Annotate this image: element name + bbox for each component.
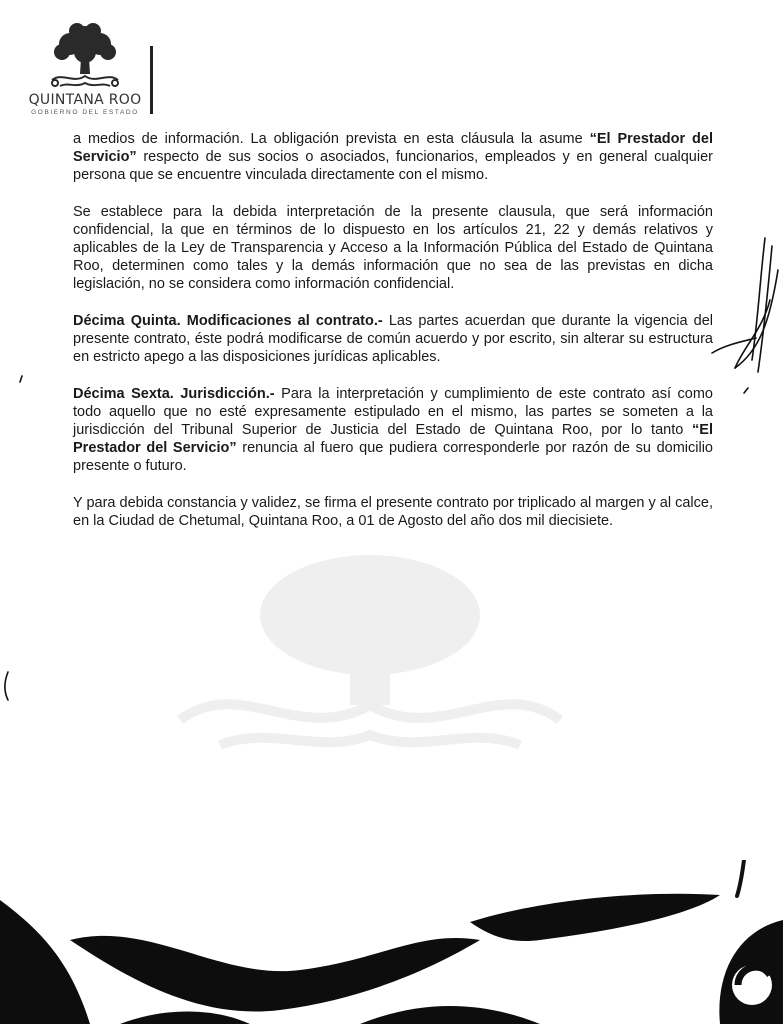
paragraph-confidential-information: Se establece para la debida interpretación de la presente clausula, que será información confidencial, la que en términos de lo dispuesto en los artículos 21, 22 y demás relativos y aplicables de la Ley de Transparencia y Acceso a la Información Pública del Estado de Quintana Roo, determinen como tales y la demás información que no sea de las previstas en dicha legislación, no se considera como información confidencial. [73, 204, 713, 292]
watermark-logo [160, 545, 580, 755]
clause-heading: Décima Quinta. Modificaciones al contrato.- [73, 313, 383, 329]
quintana-roo-logo [22, 22, 148, 122]
paragraph-closing-statement: Y para debida constancia y validez, se firma el presente contrato por triplicado al margen y al calce, en la Ciudad de Chetumal, Quintana Roo, a 01 de Agosto del año dos mil diecisiete. [73, 495, 713, 529]
clause-decima-sexta: Décima Sexta. Jurisdicción.- Para la interpretación y cumplimiento de este contrato así como todo aquello que no esté expresamente estipulado en el mismo, las partes se someten a la jurisdicción del Tribunal Superior de Justicia del Estado de Quintana Roo, por lo tanto “El Prestador del Servicio” renuncia al fuero que pudiera corresponderle por razón de su domicilio presente o futuro. [73, 386, 713, 474]
logo-subtitle: GOBIERNO DEL ESTADO [31, 109, 139, 116]
tree-icon [46, 22, 124, 92]
party-name: “El Prestador del Servicio” [73, 422, 713, 456]
header-divider [150, 46, 153, 114]
party-name: “El Prestador del Servicio” [73, 131, 713, 165]
logo-name: QUINTANA ROO [28, 92, 142, 108]
contract-body [73, 130, 713, 549]
decorative-footer-border [0, 860, 783, 1024]
paragraph-confidentiality-obligation: a medios de información. La obligación prevista en esta cláusula la asume “El Prestador del Servicio” respecto de sus socios o asociados, funcionarios, empleados y en general cualquier persona que se encuentre vinculada directamente con el mismo. [73, 131, 713, 183]
clause-decima-quinta: Décima Quinta. Modificaciones al contrato.- Las partes acuerdan que durante la vigencia del presente contrato, éste podrá modificarse de común acuerdo y por escrito, sin alterar su estructura en estricto apego a las disposiciones jurídicas aplicables. [73, 313, 713, 365]
clause-heading: Décima Sexta. Jurisdicción.- [73, 386, 275, 402]
